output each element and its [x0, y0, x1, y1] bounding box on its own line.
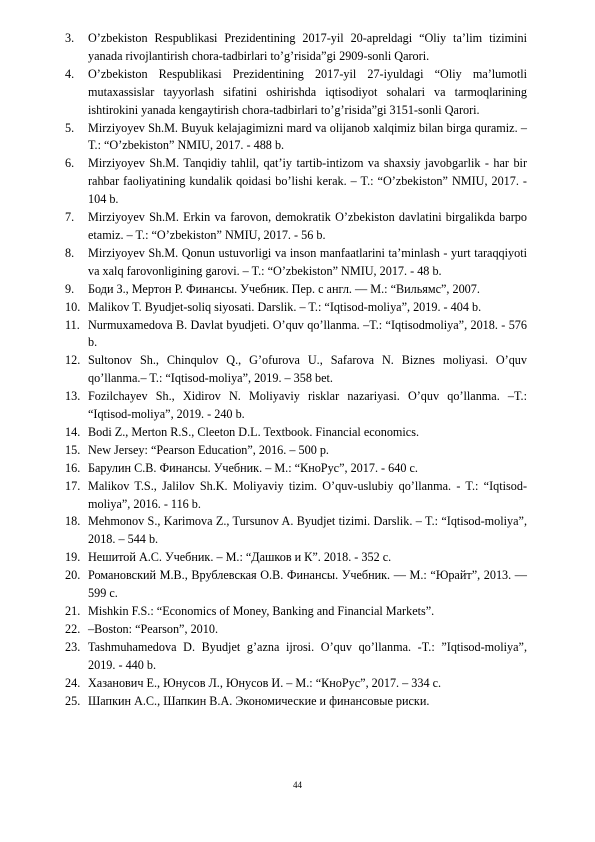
reference-number: 23.: [65, 639, 81, 654]
reference-item: [65, 513, 527, 549]
reference-item: [65, 424, 527, 442]
reference-item: [65, 567, 527, 603]
reference-text: O’zbekiston Respublikasi Prezidentining 2017-yil 20-apreldagi “Oliy ta’lim tizimini yanada rivojlantirish chora-tadbirlari to’g’risida”gi 2909-sonli Qarori.: [88, 31, 527, 63]
reference-number: 17.: [65, 478, 81, 493]
reference-text: Барулин С.В. Финансы. Учебник. – М.: “КноРус”, 2017. - 640 с.: [88, 460, 418, 475]
reference-item: [65, 603, 527, 621]
reference-text: Mirziyoyev Sh.M. Tanqidiy tahlil, qat’iy tartib-intizom va shaxsiy javobgarlik - har bir rahbar faoliyatining kundalik qoidasi bo’lishi kerak. – T.: “O’zbekiston” NMIU, 2017. - 104 b.: [88, 156, 527, 207]
reference-number: 6.: [65, 156, 75, 171]
reference-item: [65, 299, 527, 317]
reference-number: 9.: [65, 281, 75, 296]
reference-item: [65, 245, 527, 281]
reference-text: O’zbekiston Respublikasi Prezidentining 2017-yil 27-iyuldagi “Oliy ma’lumotli mutaxassislar tayyorlash sifatini oshirishda iqtisodiyot sohalari va tarmoqlarining ishtirokini yanada kengaytirish chora-tadbirlari to’g’risida”gi 3151-sonli Qarori.: [88, 66, 527, 117]
reference-item: [65, 639, 527, 675]
page-number: 44: [293, 780, 302, 790]
reference-number: 12.: [65, 353, 81, 368]
reference-item: [65, 209, 527, 245]
reference-number: 25.: [65, 693, 81, 708]
reference-item: [65, 281, 527, 299]
reference-text: Боди З., Мертон Р. Финансы. Учебник. Пер. с англ. — М.: “Вильямс”, 2007.: [88, 281, 480, 296]
reference-number: 13.: [65, 389, 81, 404]
reference-text: –Boston: “Pearson”, 2010.: [88, 621, 218, 636]
reference-text: Malikov T.S., Jalilov Sh.K. Moliyaviy tizim. O’quv-uslubiy qo’llanma. - T.: “Iqtisod-moliya”, 2016. - 116 b.: [88, 478, 527, 511]
reference-item: [65, 621, 527, 639]
reference-text: Mehmonov S., Karimova Z., Tursunov A. Byudjet tizimi. Darslik. – T.: “Iqtisod-moliya”, 2018. – 544 b.: [88, 514, 527, 547]
reference-item: [65, 460, 527, 478]
reference-item: [65, 155, 527, 209]
reference-item: [65, 478, 527, 514]
reference-text: Fozilchayev Sh., Xidirov N. Moliyaviy risklar nazariyasi. O’quv qo’llanma. –T.: “Iqtisod-moliya”, 2019. - 240 b.: [88, 389, 527, 422]
reference-item: [65, 30, 527, 66]
reference-text: Bodi Z., Merton R.S., Cleeton D.L. Textbook. Financial economics.: [88, 424, 419, 439]
reference-number: 8.: [65, 245, 75, 260]
reference-number: 19.: [65, 550, 81, 565]
reference-text: Mirziyoyev Sh.M. Erkin va farovon, demokratik O’zbekiston davlatini birgalikda barpo etamiz. – T.: “O’zbekiston” NMIU, 2017. - 56 b.: [88, 210, 527, 242]
reference-item: [65, 352, 527, 388]
reference-number: 10.: [65, 299, 81, 314]
reference-list: [65, 30, 527, 710]
reference-number: 15.: [65, 442, 81, 457]
reference-number: 16.: [65, 460, 81, 475]
reference-number: 11.: [65, 317, 80, 332]
reference-text: New Jersey: “Pearson Education”, 2016. – 500 p.: [88, 442, 329, 457]
reference-text: Mishkin F.S.: “Economics of Money, Banking and Financial Markets”.: [88, 604, 435, 618]
reference-item: [65, 388, 527, 424]
reference-text: Nurmuxamedova B. Davlat byudjeti. O’quv qo’llanma. –T.: “Iqtisodmoliya”, 2018. - 576 b.: [88, 317, 527, 350]
reference-text: Malikov T. Byudjet-soliq siyosati. Darslik. – T.: “Iqtisod-moliya”, 2019. - 404 b.: [88, 299, 482, 314]
reference-number: 7.: [65, 210, 75, 225]
reference-text: Sultonov Sh., Chinqulov Q., G’ofurova U., Safarova N. Biznes moliyasi. O’quv qo’llanma.– T.: “Iqtisod-moliya”, 2019. – 358 bet.: [88, 353, 527, 386]
reference-number: 3.: [65, 31, 75, 45]
reference-item: [65, 317, 527, 353]
reference-text: Mirziyoyev Sh.M. Buyuk kelajagimizni mard va olijanob xalqimiz bilan birga quramiz. – T.: “O’zbekiston” NMIU, 2017. - 488 b.: [88, 120, 527, 153]
reference-number: 21.: [65, 604, 81, 618]
reference-item: [65, 442, 527, 460]
reference-number: 22.: [65, 621, 81, 636]
reference-item: [65, 66, 527, 120]
reference-number: 20.: [65, 568, 81, 583]
reference-item: [65, 675, 527, 693]
reference-number: 24.: [65, 675, 81, 690]
reference-number: 5.: [65, 120, 75, 135]
reference-text: Нешитой А.С. Учебник. – М.: “Дашков и К”. 2018. - 352 с.: [88, 550, 392, 565]
reference-item: [65, 693, 527, 711]
reference-number: 14.: [65, 424, 81, 439]
reference-text: Хазанович Е., Юнусов Л., Юнусов И. – М.: “КноРус”, 2017. – 334 с.: [88, 675, 442, 690]
reference-item: [65, 549, 527, 567]
reference-number: 18.: [65, 514, 81, 529]
reference-number: 4.: [65, 66, 75, 81]
reference-text: Романовский М.В., Врублевская О.В. Финансы. Учебник. — М.: “Юрайт”, 2013. — 599 с.: [88, 568, 527, 601]
reference-text: Mirziyoyev Sh.M. Qonun ustuvorligi va inson manfaatlarini ta’minlash - yurt taraqqiyoti va xalq farovonligining garovi. – T.: “O’zbekiston” NMIU, 2017. - 48 b.: [88, 245, 527, 278]
reference-text: Шапкин А.С., Шапкин В.А. Экономические и финансовые риски.: [88, 693, 430, 708]
reference-text: Tashmuhamedova D. Byudjet g’azna ijrosi. O’quv qo’llanma. -T.: ”Iqtisod-moliya”, 2019. - 440 b.: [88, 639, 527, 672]
reference-item: [65, 120, 527, 156]
